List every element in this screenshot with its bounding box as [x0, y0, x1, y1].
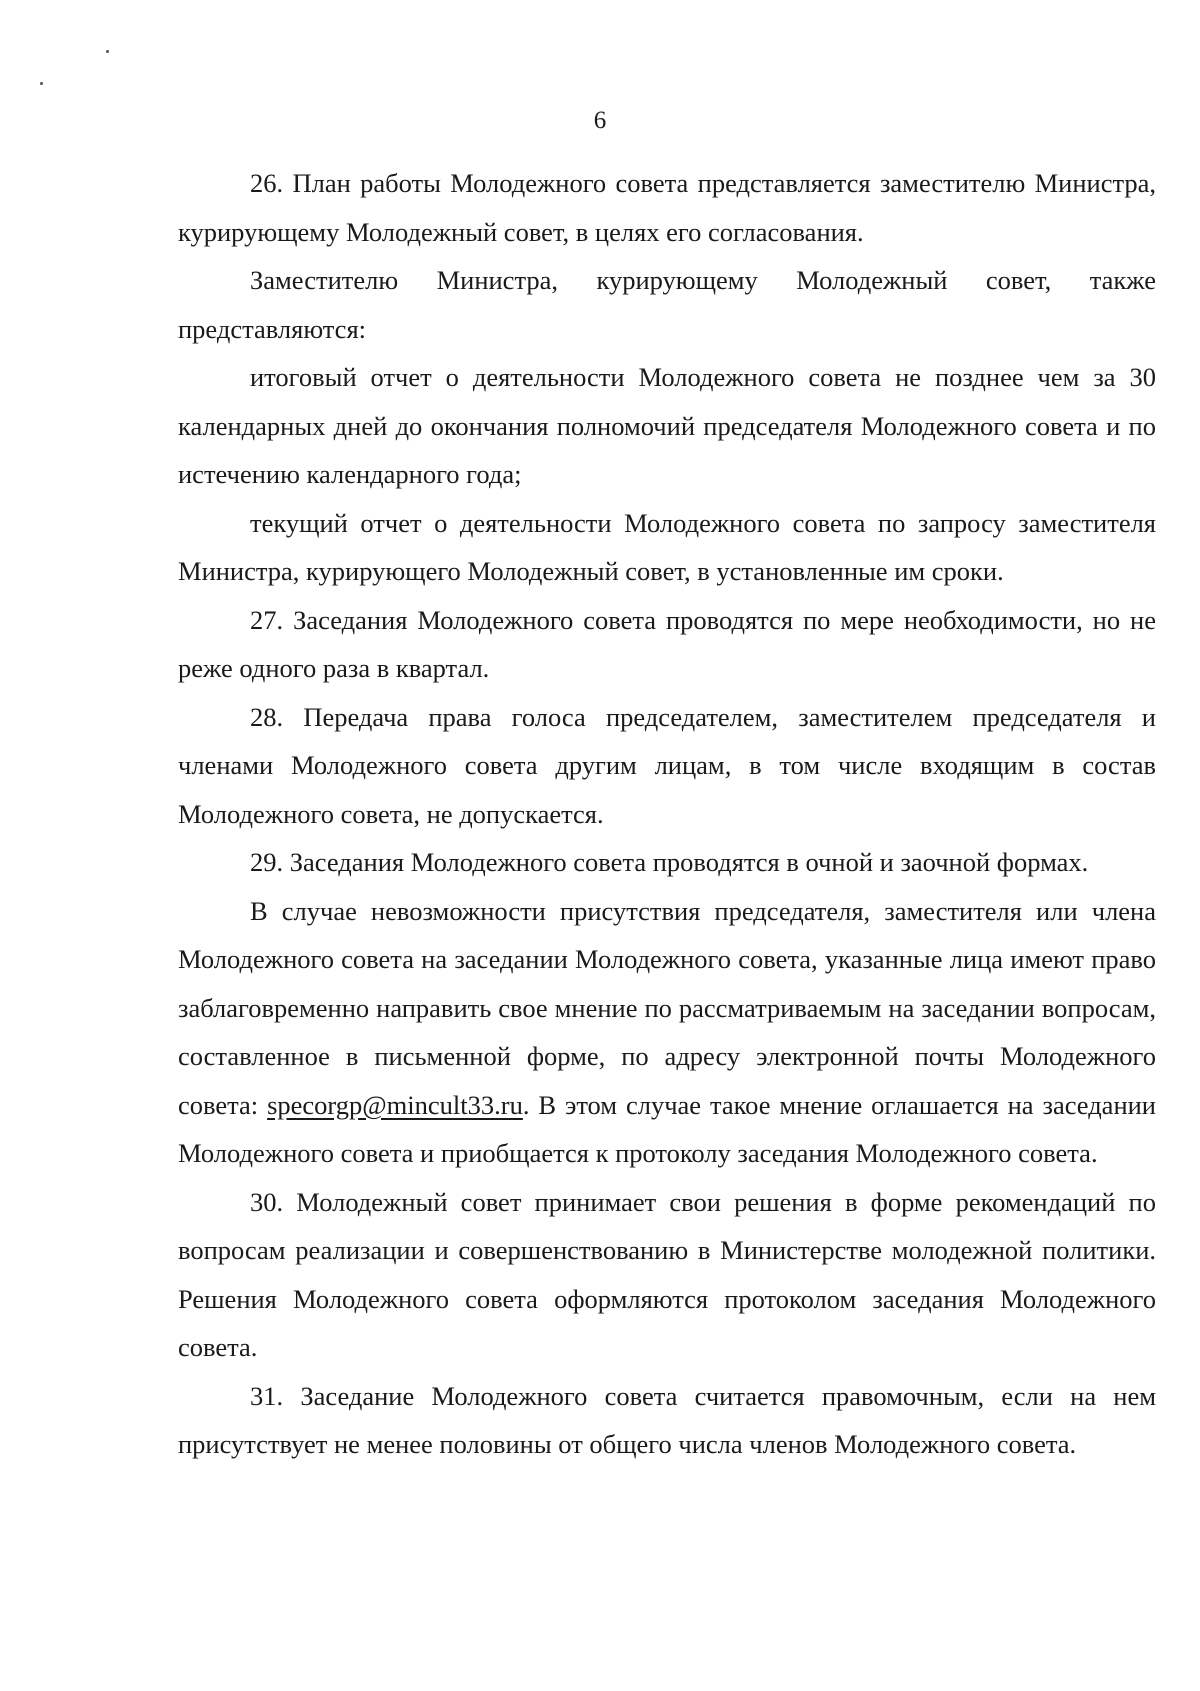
paragraph-30: 30. Молодежный совет принимает свои решения в форме рекомендаций по вопросам реализации и совершенствованию в Министерстве молодежной политики. Решения Молодежного совета оформляются протоколом заседания Молодежного совета. [178, 1186, 1156, 1362]
scan-speck [106, 50, 109, 53]
paragraph-27: 27. Заседания Молодежного совета проводятся по мере необходимости, но не реже одного раза в квартал. [178, 604, 1156, 683]
paragraph-29-absence-text-end: . В этом случае такое мнение оглашается на заседании Молодежного совета и приобщается к протоколу заседания Молодежного совета. [178, 1089, 1156, 1168]
document-body [178, 159, 1156, 1469]
paragraph-28: 28. Передача права голоса председателем, заместителем председателя и членами Молодежного совета другим лицам, в том числе входящим в состав Молодежного совета, не допускается. [178, 701, 1156, 829]
paragraph-26-current-report: текущий отчет о деятельности Молодежного совета по запросу заместителя Министра, курирующего Молодежный совет, в установленные им сроки. [178, 507, 1156, 586]
paragraph-31: 31. Заседание Молодежного совета считается правомочным, если на нем присутствует не менее половины от общего числа членов Молодежного совета. [178, 1380, 1156, 1459]
paragraph-26-deputy: Заместителю Министра, курирующему Молодежный совет, также представляются: [178, 265, 1156, 344]
paragraph-29: 29. Заседания Молодежного совета проводятся в очной и заочной формах. [250, 847, 1089, 877]
email-link[interactable]: specorgp@mincult33.ru [267, 1089, 523, 1120]
scan-speck [40, 82, 43, 85]
page-number: 6 [593, 107, 607, 134]
paragraph-26: 26. План работы Молодежного совета представляется заместителю Министра, курирующему Молодежный совет, в целях его согласования. [178, 168, 1156, 247]
paragraph-29-absence [178, 887, 1156, 1178]
paragraph-29-absence-text: В случае невозможности присутствия председателя, заместителя или члена Молодежного совета на заседании Молодежного совета, указанные лица имеют право заблаговременно направить свое мнение по рассматриваемым на заседании вопросам, составленное в письменной форме, по адресу электронной почты Молодежного совета: [178, 895, 1156, 1120]
paragraph-26-final-report: итоговый отчет о деятельности Молодежного совета не позднее чем за 30 календарных дней до окончания полномочий председателя Молодежного совета и по истечению календарного года; [178, 362, 1156, 489]
